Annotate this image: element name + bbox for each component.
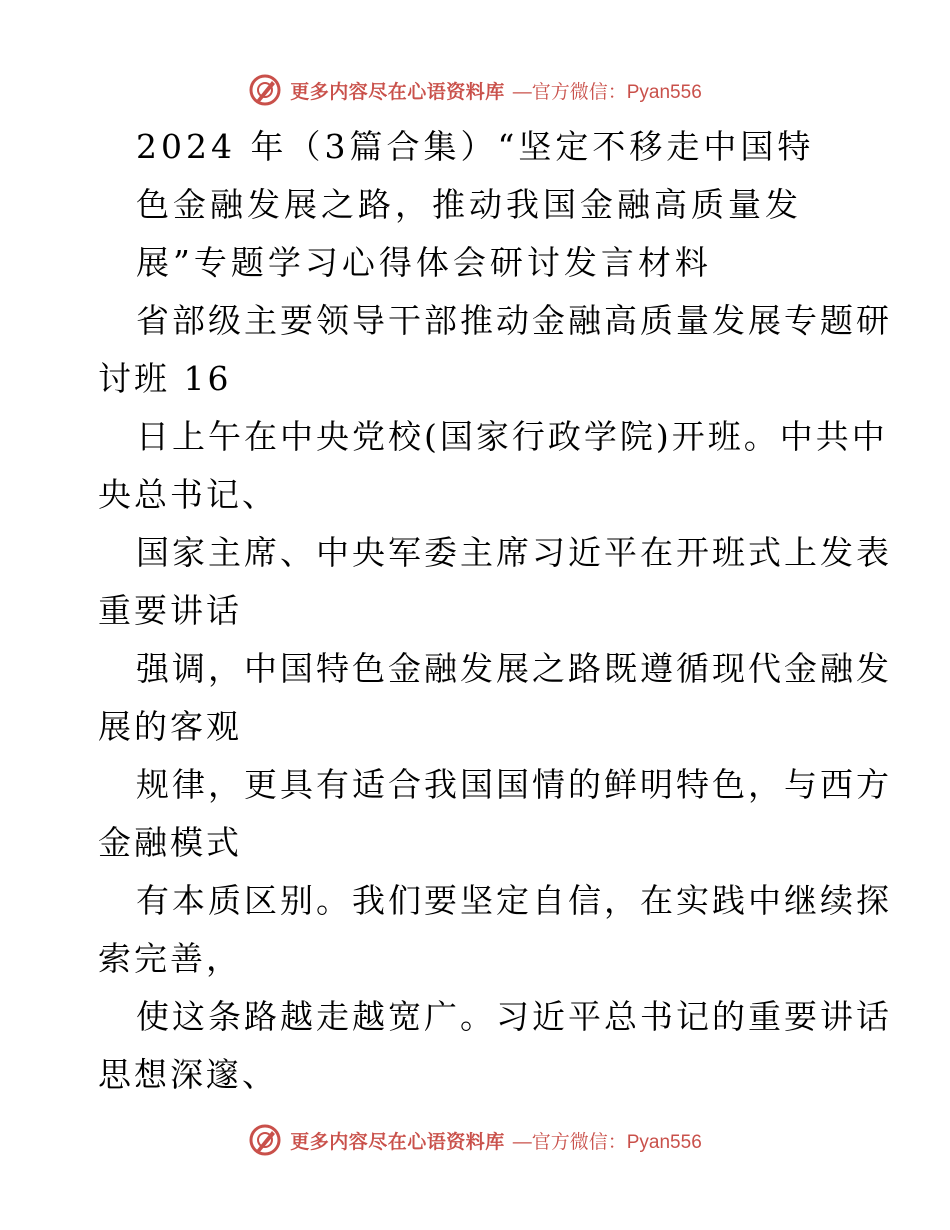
paragraph	[98, 640, 892, 756]
paragraph	[98, 988, 892, 1104]
paragraph-first-line: 使这条路越走越宽广。习近平总书记的重要讲话	[136, 997, 892, 1036]
title-line: 2024 年（3篇合集）“坚定不移走中国特	[136, 127, 815, 166]
pen-logo-icon	[248, 1123, 282, 1157]
watermark-wechat-text: —官方微信：Pyan556	[512, 1131, 702, 1153]
paragraph-first-line: 省部级主要领导干部推动金融高质量发展专题研	[136, 301, 892, 340]
document-body	[98, 118, 892, 1104]
paragraph-continuation: 重要讲话	[98, 591, 242, 630]
paragraph-first-line: 有本质区别。我们要坚定自信，在实践中继续探	[136, 881, 892, 920]
pen-logo-icon	[248, 73, 282, 107]
title-line: 展”专题学习心得体会研讨发言材料	[136, 243, 712, 282]
header-watermark	[0, 70, 950, 110]
footer-watermark	[0, 1120, 950, 1160]
watermark-site-text: 更多内容尽在心语资料库	[290, 1130, 505, 1153]
paragraph-first-line: 国家主席、中央军委主席习近平在开班式上发表	[136, 533, 892, 572]
paragraph-first-line: 日上午在中央党校(国家行政学院)开班。中共中	[136, 417, 888, 456]
paragraph	[98, 408, 888, 524]
paragraph	[98, 756, 892, 872]
paragraph	[98, 524, 892, 640]
watermark-wechat-text: —官方微信：Pyan556	[512, 81, 702, 103]
paragraph-continuation: 讨班 16	[98, 359, 232, 398]
watermark-site-text: 更多内容尽在心语资料库	[290, 80, 505, 103]
title-line: 色金融发展之路，推动我国金融高质量发	[136, 185, 802, 224]
paragraph-continuation: 央总书记、	[98, 475, 278, 514]
paragraph	[98, 872, 892, 988]
paragraph-first-line: 强调，中国特色金融发展之路既遵循现代金融发	[136, 649, 892, 688]
paragraph	[98, 292, 892, 408]
paragraph-continuation: 金融模式	[98, 823, 242, 862]
paragraph-continuation: 展的客观	[98, 707, 242, 746]
document-title	[98, 118, 858, 292]
paragraph-first-line: 规律，更具有适合我国国情的鲜明特色，与西方	[136, 765, 892, 804]
paragraph-continuation: 索完善，	[98, 939, 242, 978]
paragraph-continuation: 思想深邃、	[98, 1055, 278, 1094]
